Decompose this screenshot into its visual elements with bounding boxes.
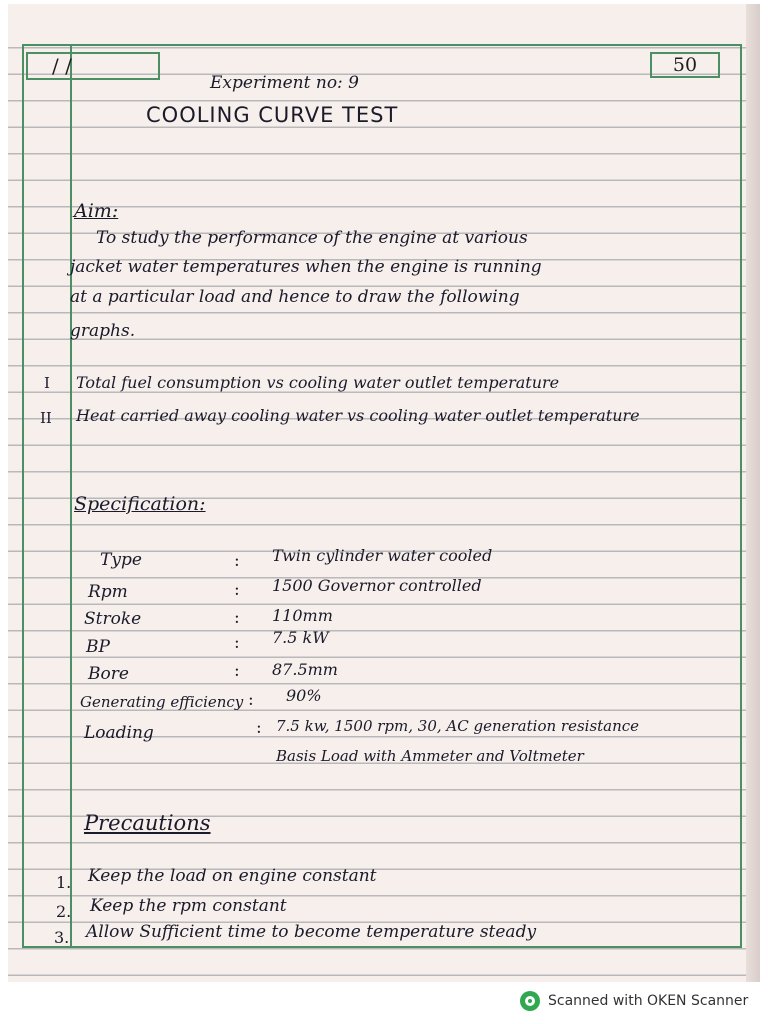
spec-value: 90% xyxy=(286,686,322,705)
spec-colon: : xyxy=(248,690,254,710)
spec-key: Rpm xyxy=(88,582,128,602)
graph-item-text: Total fuel consumption vs cooling water outlet temperature xyxy=(76,373,560,392)
date-text: / / xyxy=(52,54,72,78)
graph-item-number: I xyxy=(44,374,50,392)
specification-heading: Specification: xyxy=(74,493,206,515)
graph-item-number: II xyxy=(40,409,52,427)
aim-line: To study the performance of the engine at various xyxy=(96,228,528,248)
spec-colon: : xyxy=(234,580,240,600)
precaution-text: Keep the load on engine constant xyxy=(88,866,377,886)
spec-value: 7.5 kW xyxy=(272,628,329,647)
spec-key: Loading xyxy=(84,723,154,743)
spec-colon: : xyxy=(234,661,240,681)
precaution-number: 3. xyxy=(54,928,70,947)
spec-colon: : xyxy=(234,551,240,571)
scanner-watermark xyxy=(520,990,748,1012)
spec-value: Twin cylinder water cooled xyxy=(272,546,493,565)
scanner-text: Scanned with OKEN Scanner xyxy=(548,993,749,1009)
spec-value: 7.5 kw, 1500 rpm, 30, AC generation resistance xyxy=(276,717,640,735)
experiment-number: Experiment no: 9 xyxy=(210,73,359,93)
spec-value: 1500 Governor controlled xyxy=(272,576,482,595)
graph-item-text: Heat carried away cooling water vs cooling water outlet temperature xyxy=(76,406,640,425)
precaution-number: 1. xyxy=(56,873,72,892)
margin-line xyxy=(70,44,72,948)
spec-value-continued: Basis Load with Ammeter and Voltmeter xyxy=(276,747,584,765)
oken-scanner-logo-icon xyxy=(520,991,540,1011)
page-number-box xyxy=(650,52,720,78)
page-number: 50 xyxy=(672,54,698,76)
spec-key: Generating efficiency xyxy=(80,693,244,711)
spec-colon: : xyxy=(256,718,262,738)
page-title: COOLING CURVE TEST xyxy=(146,103,399,127)
spec-value: 87.5mm xyxy=(272,660,338,679)
aim-line: at a particular load and hence to draw the following xyxy=(70,287,520,307)
precaution-number: 2. xyxy=(56,902,72,921)
spec-colon: : xyxy=(234,633,240,653)
precaution-text: Allow Sufficient time to become temperature steady xyxy=(86,922,537,942)
spec-colon: : xyxy=(234,608,240,628)
precautions-heading: Precautions xyxy=(84,811,211,835)
spec-key: Bore xyxy=(88,664,129,684)
spec-value: 110mm xyxy=(272,606,333,625)
precaution-text: Keep the rpm constant xyxy=(90,896,287,916)
spec-key: Type xyxy=(100,550,142,570)
spec-key: BP xyxy=(86,637,110,657)
aim-line: jacket water temperatures when the engine is running xyxy=(70,257,542,277)
page-edge xyxy=(746,4,760,982)
date-box xyxy=(26,52,160,80)
spec-key: Stroke xyxy=(84,609,142,629)
aim-line: graphs. xyxy=(70,321,136,341)
aim-heading: Aim: xyxy=(74,200,119,222)
